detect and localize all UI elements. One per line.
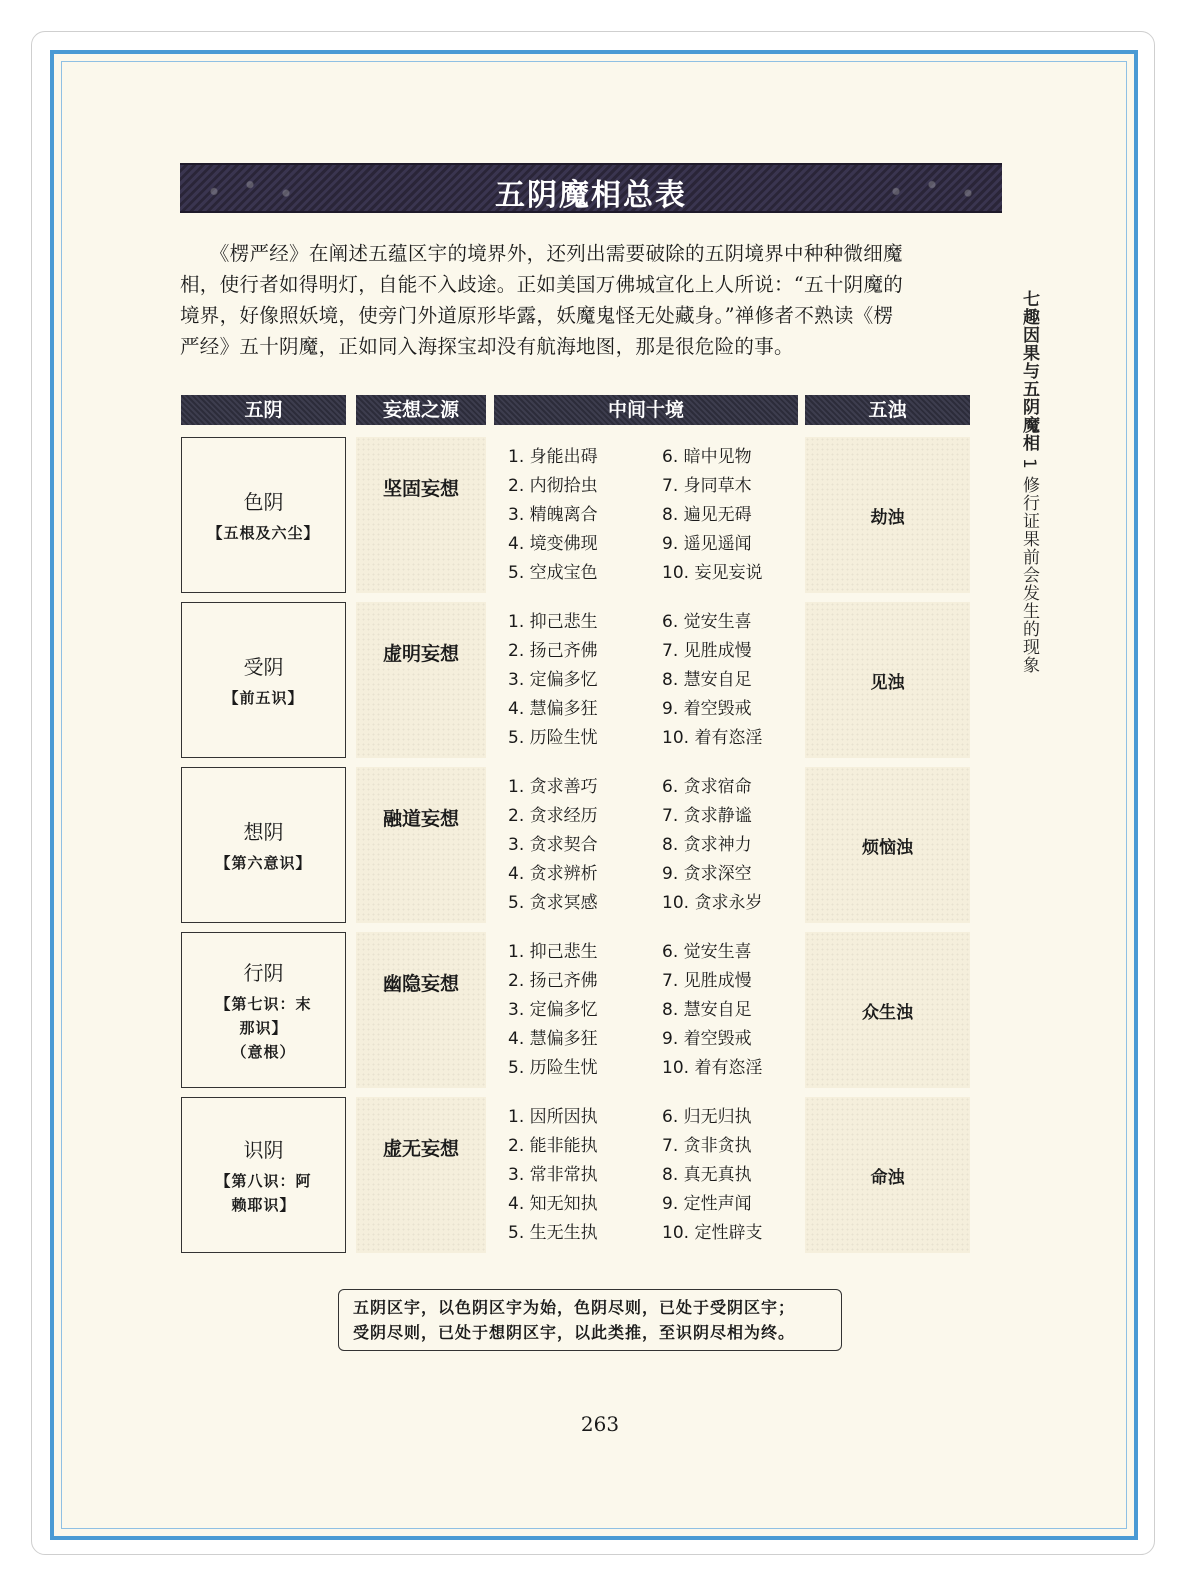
intro-line: 严经》五十阴魔，正如同入海探宝却没有航海地图，那是很危险的事。: [180, 335, 794, 358]
source-cell: [356, 932, 486, 1088]
state-item: 6. 归无归执: [662, 1107, 752, 1127]
state-item: 7. 见胜成慢: [662, 641, 752, 661]
source-cell: [356, 1097, 486, 1253]
state-item: 6. 觉安生喜: [662, 942, 752, 962]
state-item: 7. 贪求静谧: [662, 806, 752, 826]
header-source: 妄想之源: [356, 395, 486, 425]
turbidity-label: 劫浊: [870, 507, 905, 528]
yin-subtitle: 【五根及六尘】: [207, 523, 320, 542]
state-item: 6. 贪求宿命: [662, 777, 752, 797]
yin-name: 想阴: [243, 819, 284, 844]
state-item: 9. 贪求深空: [662, 864, 752, 884]
footnote-line: 五阴区宇，以色阴区宇为始，色阴尽则，已处于受阴区宇；: [353, 1298, 796, 1317]
state-item: 4. 境变佛现: [508, 534, 598, 554]
yin-subtitle: 【前五识】: [223, 688, 304, 707]
state-item: 4. 贪求辨析: [508, 864, 598, 884]
turbidity-cell: [805, 767, 970, 923]
state-item: 5. 历险生忧: [508, 1058, 598, 1078]
header-yin: 五阴: [181, 395, 346, 425]
state-item: 3. 精魄离合: [508, 505, 598, 525]
state-item: 2. 贪求经历: [508, 806, 598, 826]
yin-subtitle: 那识】: [239, 1018, 288, 1037]
title-banner: [180, 163, 1002, 213]
states-list: [508, 602, 798, 758]
state-item: 6. 暗中见物: [662, 447, 752, 467]
turbidity-label: 命浊: [870, 1167, 905, 1188]
side-running-head: [1018, 290, 1042, 674]
turbidity-cell: [805, 1097, 970, 1253]
intro-line: 境界，好像照妖境，使旁门外道原形毕露，妖魔鬼怪无处藏身。”禅修者不熟读《楞: [180, 304, 894, 327]
state-item: 5. 历险生忧: [508, 728, 598, 748]
state-item: 9. 着空毁戒: [662, 1029, 752, 1049]
source-cell: [356, 767, 486, 923]
header-states: 中间十境: [494, 395, 798, 425]
state-item: 3. 贪求契合: [508, 835, 598, 855]
yin-cell: [181, 1097, 346, 1253]
footnote-line: 受阴尽则，已处于想阴区宇，以此类推，至识阴尽相为终。: [353, 1323, 796, 1342]
yin-subtitle: 【第八识：阿: [215, 1171, 312, 1190]
source-label: 幽隐妄想: [382, 972, 459, 995]
state-item: 5. 贪求冥感: [508, 893, 598, 913]
state-item: 10. 贪求永岁: [662, 893, 763, 913]
source-cell: [356, 437, 486, 593]
state-item: 2. 扬己齐佛: [508, 971, 598, 991]
turbidity-label: 见浊: [870, 672, 905, 693]
state-item: 5. 生无生执: [508, 1223, 598, 1243]
state-item: 10. 妄见妄说: [662, 563, 763, 583]
source-label: 融道妄想: [382, 807, 459, 830]
state-item: 8. 慧安自足: [662, 1000, 752, 1020]
states-list: [508, 1097, 798, 1253]
yin-subtitle: （意根）: [231, 1042, 296, 1061]
state-item: 5. 空成宝色: [508, 563, 598, 583]
state-item: 8. 真无真执: [662, 1165, 752, 1185]
yin-name: 受阴: [243, 654, 284, 679]
intro-line: 相，使行者如得明灯，自能不入歧途。正如美国万佛城宣化上人所说：“五十阴魔的: [180, 273, 904, 296]
state-item: 8. 贪求神力: [662, 835, 752, 855]
state-item: 10. 定性辟支: [662, 1223, 763, 1243]
yin-name: 色阴: [243, 489, 284, 514]
source-label: 坚固妄想: [382, 477, 459, 500]
intro-line: 《楞严经》在阐述五蕴区宇的境界外，还列出需要破除的五阴境界中种种微细魔: [180, 242, 903, 265]
state-item: 3. 定偏多忆: [508, 670, 598, 690]
state-item: 3. 常非常执: [508, 1165, 598, 1185]
state-item: 7. 贪非贪执: [662, 1136, 752, 1156]
yin-cell: [181, 932, 346, 1088]
header-turbidity: 五浊: [805, 395, 970, 425]
source-cell: [356, 602, 486, 758]
state-item: 9. 遥见遥闻: [662, 534, 752, 554]
state-item: 2. 能非能执: [508, 1136, 598, 1156]
state-item: 9. 定性声闻: [662, 1194, 752, 1214]
state-item: 1. 身能出碍: [508, 447, 598, 467]
state-item: 7. 身同草木: [662, 476, 752, 496]
yin-name: 行阴: [243, 960, 284, 985]
source-label: 虚明妄想: [382, 642, 459, 665]
yin-cell: [181, 767, 346, 923]
state-item: 4. 慧偏多狂: [508, 699, 598, 719]
state-item: 3. 定偏多忆: [508, 1000, 598, 1020]
turbidity-cell: [805, 437, 970, 593]
state-item: 4. 慧偏多狂: [508, 1029, 598, 1049]
page-title: 五阴魔相总表: [495, 178, 687, 213]
state-item: 4. 知无知执: [508, 1194, 598, 1214]
state-item: 1. 贪求善巧: [508, 777, 598, 797]
state-item: 6. 觉安生喜: [662, 612, 752, 632]
state-item: 9. 着空毁戒: [662, 699, 752, 719]
yin-subtitle: 【第七识：末: [215, 994, 312, 1013]
yin-subtitle: 赖耶识】: [231, 1195, 296, 1214]
yin-cell: [181, 602, 346, 758]
state-item: 10. 着有恣淫: [662, 1058, 763, 1078]
state-item: 10. 着有恣淫: [662, 728, 763, 748]
turbidity-label: 烦恼浊: [862, 837, 913, 858]
states-list: [508, 932, 798, 1088]
state-item: 8. 遍见无碍: [662, 505, 752, 525]
state-item: 2. 扬己齐佛: [508, 641, 598, 661]
state-item: 2. 内彻拾虫: [508, 476, 598, 496]
state-item: 1. 因所因执: [508, 1107, 598, 1127]
intro-paragraph: [180, 238, 972, 362]
yin-subtitle: 【第六意识】: [215, 853, 312, 872]
page-number: 263: [580, 1412, 620, 1436]
state-item: 8. 慧安自足: [662, 670, 752, 690]
chapter-separator: 1: [1019, 458, 1039, 470]
source-label: 虚无妄想: [382, 1137, 459, 1160]
turbidity-cell: [805, 932, 970, 1088]
state-item: 1. 抑己悲生: [508, 612, 598, 632]
states-list: [508, 437, 798, 593]
state-item: 1. 抑己悲生: [508, 942, 598, 962]
yin-name: 识阴: [243, 1137, 284, 1162]
chapter-title: 七趣因果与五阴魔相: [1019, 290, 1039, 452]
turbidity-cell: [805, 602, 970, 758]
yin-cell: [181, 437, 346, 593]
turbidity-label: 众生浊: [862, 1002, 913, 1023]
states-list: [508, 767, 798, 923]
footnote-box: [338, 1289, 842, 1351]
state-item: 7. 见胜成慢: [662, 971, 752, 991]
section-title: 修行证果前会发生的现象: [1019, 475, 1039, 674]
